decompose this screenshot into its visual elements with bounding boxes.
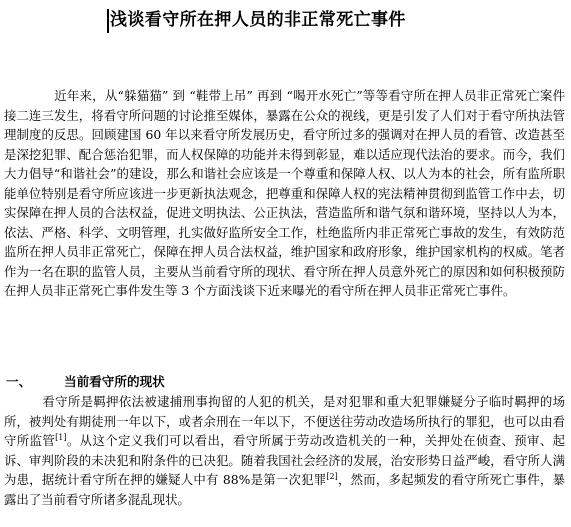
text-cursor bbox=[107, 9, 109, 33]
footnote-ref-2[interactable]: [2] bbox=[326, 471, 338, 481]
section-heading-text: 当前看守所的现状 bbox=[64, 374, 165, 389]
section-heading bbox=[6, 372, 165, 391]
section-paragraph bbox=[4, 392, 565, 509]
footnote-ref-1[interactable]: [1] bbox=[55, 432, 67, 442]
intro-paragraph-text: 近年来，从“躲猫猫” 到 “鞋带上吊” 再到 “喝开水死亡”等等看守所在押人员非正常死亡案件接二连三发生，将看守所问题的讨论推至媒体，暴露在公众的视线，更是引发了人们对于看守所执法管理制度的反思。回顾建国 60 年以来看守所发展历史，看守所过多的强调对在押人员的看管、改造甚至是深挖犯罪、配合惩治犯罪，而人权保障的功能并未得到彰显，难以适应现代法治的要求。而今，我们大力倡导“和谐社会”的建设，那么和谐社会应该是一个尊重和保障人权、以人为本的社会，所有监所职能单位特别是看守所应该进一步更新执法观念，把尊重和保障人权的宪法精神贯彻到监管工作中去，切实保障在押人员的合法权益，促进文明执法、公正执法，营造监所和谐气氛和谐环境，坚持以人为本，依法、严格、科学、文明管理，扎实做好监所安全工作，杜绝监所内非正常死亡事故的发生，有效防范监所在押人员非正常死亡，保障在押人员合法权益，维护国家和政府形象，维护国家机构的权威。笔者作为一名在职的监管人员，主要从当前看守所的现状、看守所在押人员意外死亡的原因和如何积极预防在押人员非正常死亡事件发生等 3 个方面浅谈下近来曝光的看守所在押人员非正常死亡事件。 bbox=[4, 88, 565, 298]
section-text-b: 。从这个定义我们可以看出，看守所属于劳动改造机关的一种，关押处在侦查、预审、起诉、审判阶段的未决犯和附条件的已决犯。随着我国社会经济的发展，治安形势日益严峻，看守所人满为患，据统计看守所在押的嫌疑人中有 88%是第一次犯罪 bbox=[4, 433, 566, 487]
document-title: 浅谈看守所在押人员的非正常死亡事件 bbox=[110, 10, 406, 30]
intro-paragraph bbox=[4, 86, 565, 301]
section-text-c: ，然而，多起频发的看守所死亡事件，暴露出了当前看守所诸多混乱现状。 bbox=[4, 472, 566, 507]
section-text-a: 看守所是羁押依法被逮捕刑事拘留的人犯的机关，是对犯罪和重大犯罪嫌疑分子临时羁押的场所，被判处有期徒刑一年以下，或者余刑在一年以下，不便送往劳动改造场所执行的罪犯，也可以由看守所监管 bbox=[4, 394, 565, 448]
section-number: 一、 bbox=[6, 374, 32, 389]
